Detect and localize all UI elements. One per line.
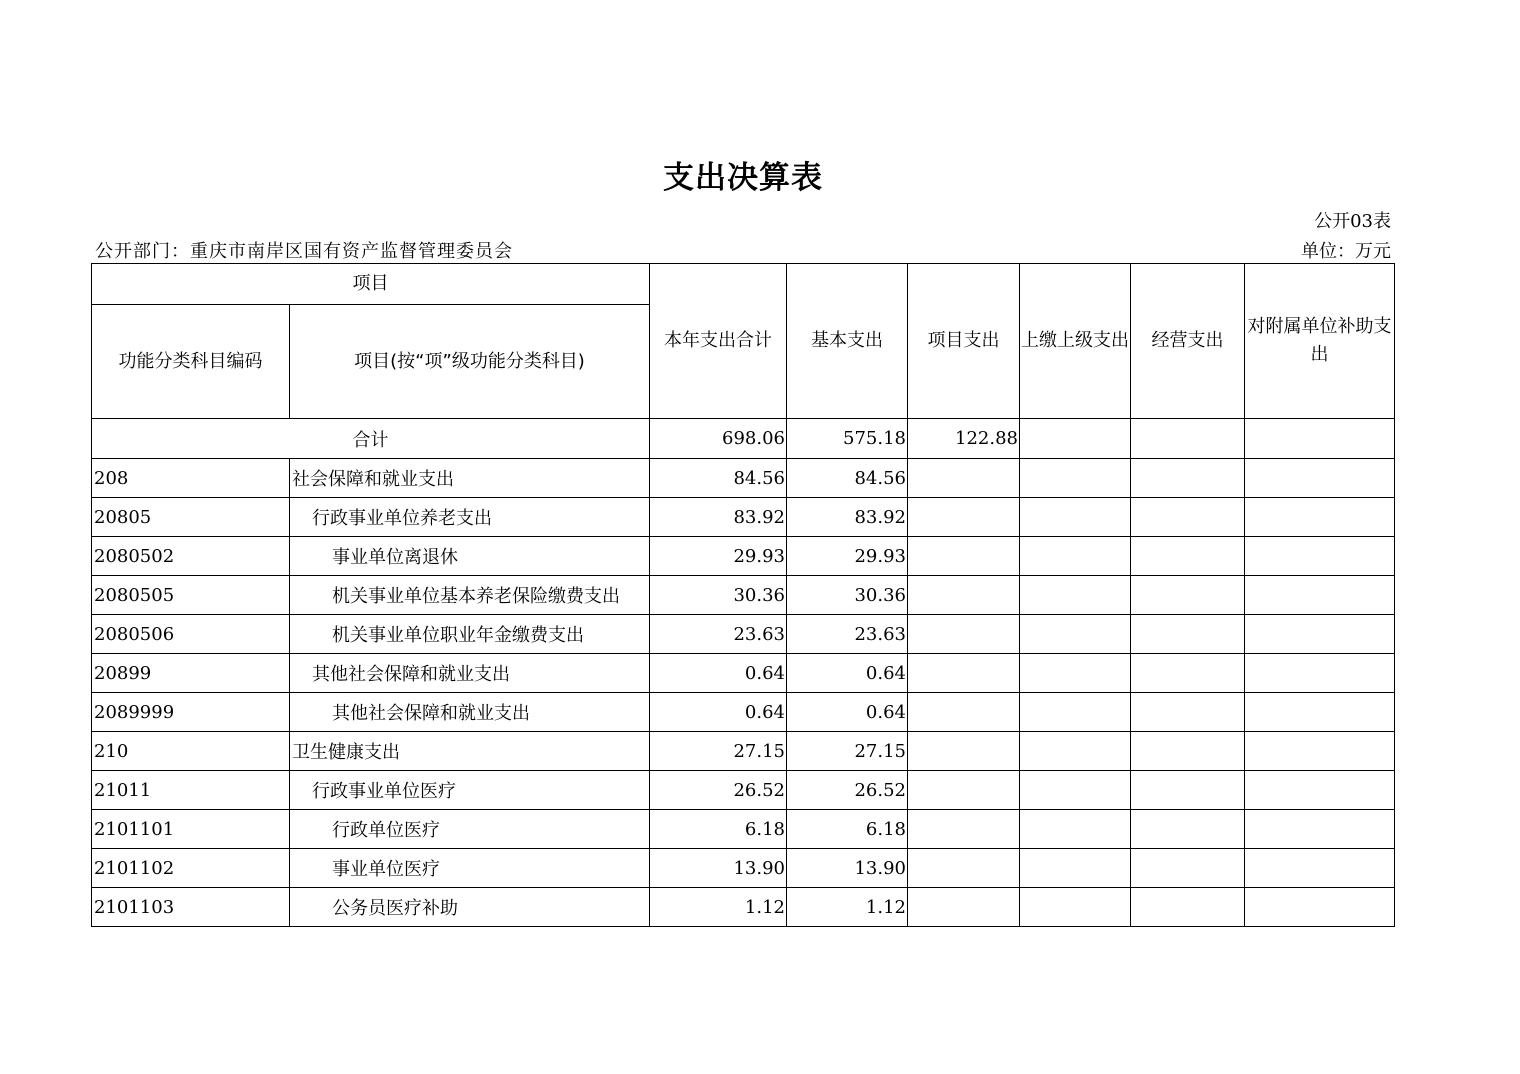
- header-business: 经营支出: [1131, 264, 1245, 419]
- table-row: [92, 615, 1395, 654]
- table-row: [92, 654, 1395, 693]
- row-cell-project-exp: [908, 771, 1020, 810]
- row-cell-business: [1131, 771, 1245, 810]
- row-cell-total: 84.56: [650, 459, 787, 498]
- row-name: 事业单位医疗: [290, 849, 650, 888]
- row-cell-project-exp: [908, 693, 1020, 732]
- row-cell-project-exp: [908, 576, 1020, 615]
- row-cell-total: 26.52: [650, 771, 787, 810]
- row-cell-basic: 27.15: [787, 732, 908, 771]
- row-cell-basic: 6.18: [787, 810, 908, 849]
- row-cell-subsidy: [1245, 693, 1395, 732]
- row-cell-subsidy: [1245, 654, 1395, 693]
- header-basic: 基本支出: [787, 264, 908, 419]
- header-code: 功能分类科目编码: [92, 305, 290, 419]
- row-cell-project-exp: [908, 732, 1020, 771]
- total-label: 合计: [92, 419, 650, 459]
- row-cell-upper: [1020, 459, 1131, 498]
- row-cell-subsidy: [1245, 498, 1395, 537]
- row-cell-upper: [1020, 576, 1131, 615]
- row-code: 210: [92, 732, 290, 771]
- row-code: 2080505: [92, 576, 290, 615]
- row-cell-project-exp: [908, 888, 1020, 927]
- row-code: 2089999: [92, 693, 290, 732]
- row-code: 21011: [92, 771, 290, 810]
- row-cell-subsidy: [1245, 615, 1395, 654]
- row-name: 机关事业单位基本养老保险缴费支出: [290, 576, 650, 615]
- row-name: 其他社会保障和就业支出: [290, 693, 650, 732]
- row-cell-project-exp: [908, 849, 1020, 888]
- total-cell-business: [1131, 419, 1245, 459]
- header-project: 项目: [92, 264, 650, 305]
- row-cell-upper: [1020, 654, 1131, 693]
- expenditure-table: [91, 263, 1395, 927]
- total-cell-subsidy: [1245, 419, 1395, 459]
- row-cell-upper: [1020, 732, 1131, 771]
- header-project-expense: 项目支出: [908, 264, 1020, 419]
- row-cell-subsidy: [1245, 459, 1395, 498]
- row-name: 机关事业单位职业年金缴费支出: [290, 615, 650, 654]
- row-cell-upper: [1020, 498, 1131, 537]
- table-row: [92, 732, 1395, 771]
- row-cell-total: 6.18: [650, 810, 787, 849]
- row-cell-subsidy: [1245, 810, 1395, 849]
- row-code: 2101103: [92, 888, 290, 927]
- row-code: 2080502: [92, 537, 290, 576]
- row-cell-business: [1131, 537, 1245, 576]
- row-name: 社会保障和就业支出: [290, 459, 650, 498]
- row-code: 208: [92, 459, 290, 498]
- page-title: 支出决算表: [663, 160, 823, 196]
- row-cell-project-exp: [908, 810, 1020, 849]
- row-code: 2101102: [92, 849, 290, 888]
- row-cell-business: [1131, 888, 1245, 927]
- row-cell-project-exp: [908, 654, 1020, 693]
- header-subsidy: 对附属单位补助支出: [1245, 264, 1395, 419]
- row-cell-basic: 1.12: [787, 888, 908, 927]
- total-cell-total: 698.06: [650, 419, 787, 459]
- table-row: [92, 771, 1395, 810]
- table-row: [92, 576, 1395, 615]
- row-cell-business: [1131, 459, 1245, 498]
- header-total: 本年支出合计: [650, 264, 787, 419]
- total-cell-project: 122.88: [908, 419, 1020, 459]
- row-name: 事业单位离退休: [290, 537, 650, 576]
- table-row: [92, 537, 1395, 576]
- form-number: 公开03表: [1314, 211, 1391, 232]
- row-name: 行政事业单位医疗: [290, 771, 650, 810]
- row-cell-subsidy: [1245, 888, 1395, 927]
- table-row: [92, 849, 1395, 888]
- row-cell-basic: 0.64: [787, 693, 908, 732]
- row-cell-business: [1131, 810, 1245, 849]
- row-cell-basic: 29.93: [787, 537, 908, 576]
- row-cell-basic: 13.90: [787, 849, 908, 888]
- row-cell-basic: 0.64: [787, 654, 908, 693]
- row-cell-basic: 23.63: [787, 615, 908, 654]
- row-cell-total: 29.93: [650, 537, 787, 576]
- row-cell-total: 0.64: [650, 654, 787, 693]
- row-cell-upper: [1020, 693, 1131, 732]
- row-cell-subsidy: [1245, 576, 1395, 615]
- row-cell-upper: [1020, 888, 1131, 927]
- unit-label: 单位：万元: [1301, 241, 1391, 262]
- table-row: [92, 498, 1395, 537]
- row-cell-business: [1131, 732, 1245, 771]
- row-cell-business: [1131, 576, 1245, 615]
- row-name: 行政单位医疗: [290, 810, 650, 849]
- table-row: [92, 459, 1395, 498]
- row-cell-total: 27.15: [650, 732, 787, 771]
- total-row: [92, 419, 1395, 459]
- row-cell-upper: [1020, 615, 1131, 654]
- row-code: 20899: [92, 654, 290, 693]
- row-cell-total: 0.64: [650, 693, 787, 732]
- row-cell-project-exp: [908, 459, 1020, 498]
- total-cell-upper: [1020, 419, 1131, 459]
- table-row: [92, 810, 1395, 849]
- department-label: 公开部门：重庆市南岸区国有资产监督管理委员会: [95, 241, 513, 262]
- row-cell-upper: [1020, 849, 1131, 888]
- row-cell-subsidy: [1245, 849, 1395, 888]
- table-row: [92, 693, 1395, 732]
- row-cell-basic: 26.52: [787, 771, 908, 810]
- total-cell-basic: 575.18: [787, 419, 908, 459]
- row-cell-subsidy: [1245, 732, 1395, 771]
- row-cell-business: [1131, 654, 1245, 693]
- row-cell-upper: [1020, 537, 1131, 576]
- header-name: 项目(按“项”级功能分类科目): [290, 305, 650, 419]
- row-code: 2080506: [92, 615, 290, 654]
- row-cell-project-exp: [908, 615, 1020, 654]
- row-cell-business: [1131, 498, 1245, 537]
- row-cell-business: [1131, 615, 1245, 654]
- row-name: 卫生健康支出: [290, 732, 650, 771]
- row-cell-total: 30.36: [650, 576, 787, 615]
- row-code: 20805: [92, 498, 290, 537]
- row-cell-subsidy: [1245, 537, 1395, 576]
- row-cell-basic: 84.56: [787, 459, 908, 498]
- row-cell-subsidy: [1245, 771, 1395, 810]
- row-cell-upper: [1020, 771, 1131, 810]
- row-cell-total: 13.90: [650, 849, 787, 888]
- row-cell-basic: 30.36: [787, 576, 908, 615]
- row-cell-upper: [1020, 810, 1131, 849]
- row-cell-project-exp: [908, 498, 1020, 537]
- row-cell-total: 83.92: [650, 498, 787, 537]
- row-name: 公务员医疗补助: [290, 888, 650, 927]
- row-code: 2101101: [92, 810, 290, 849]
- row-name: 行政事业单位养老支出: [290, 498, 650, 537]
- row-name: 其他社会保障和就业支出: [290, 654, 650, 693]
- row-cell-project-exp: [908, 537, 1020, 576]
- table-row: [92, 888, 1395, 927]
- row-cell-total: 23.63: [650, 615, 787, 654]
- row-cell-business: [1131, 849, 1245, 888]
- row-cell-business: [1131, 693, 1245, 732]
- row-cell-total: 1.12: [650, 888, 787, 927]
- row-cell-basic: 83.92: [787, 498, 908, 537]
- header-upper: 上缴上级支出: [1020, 264, 1131, 419]
